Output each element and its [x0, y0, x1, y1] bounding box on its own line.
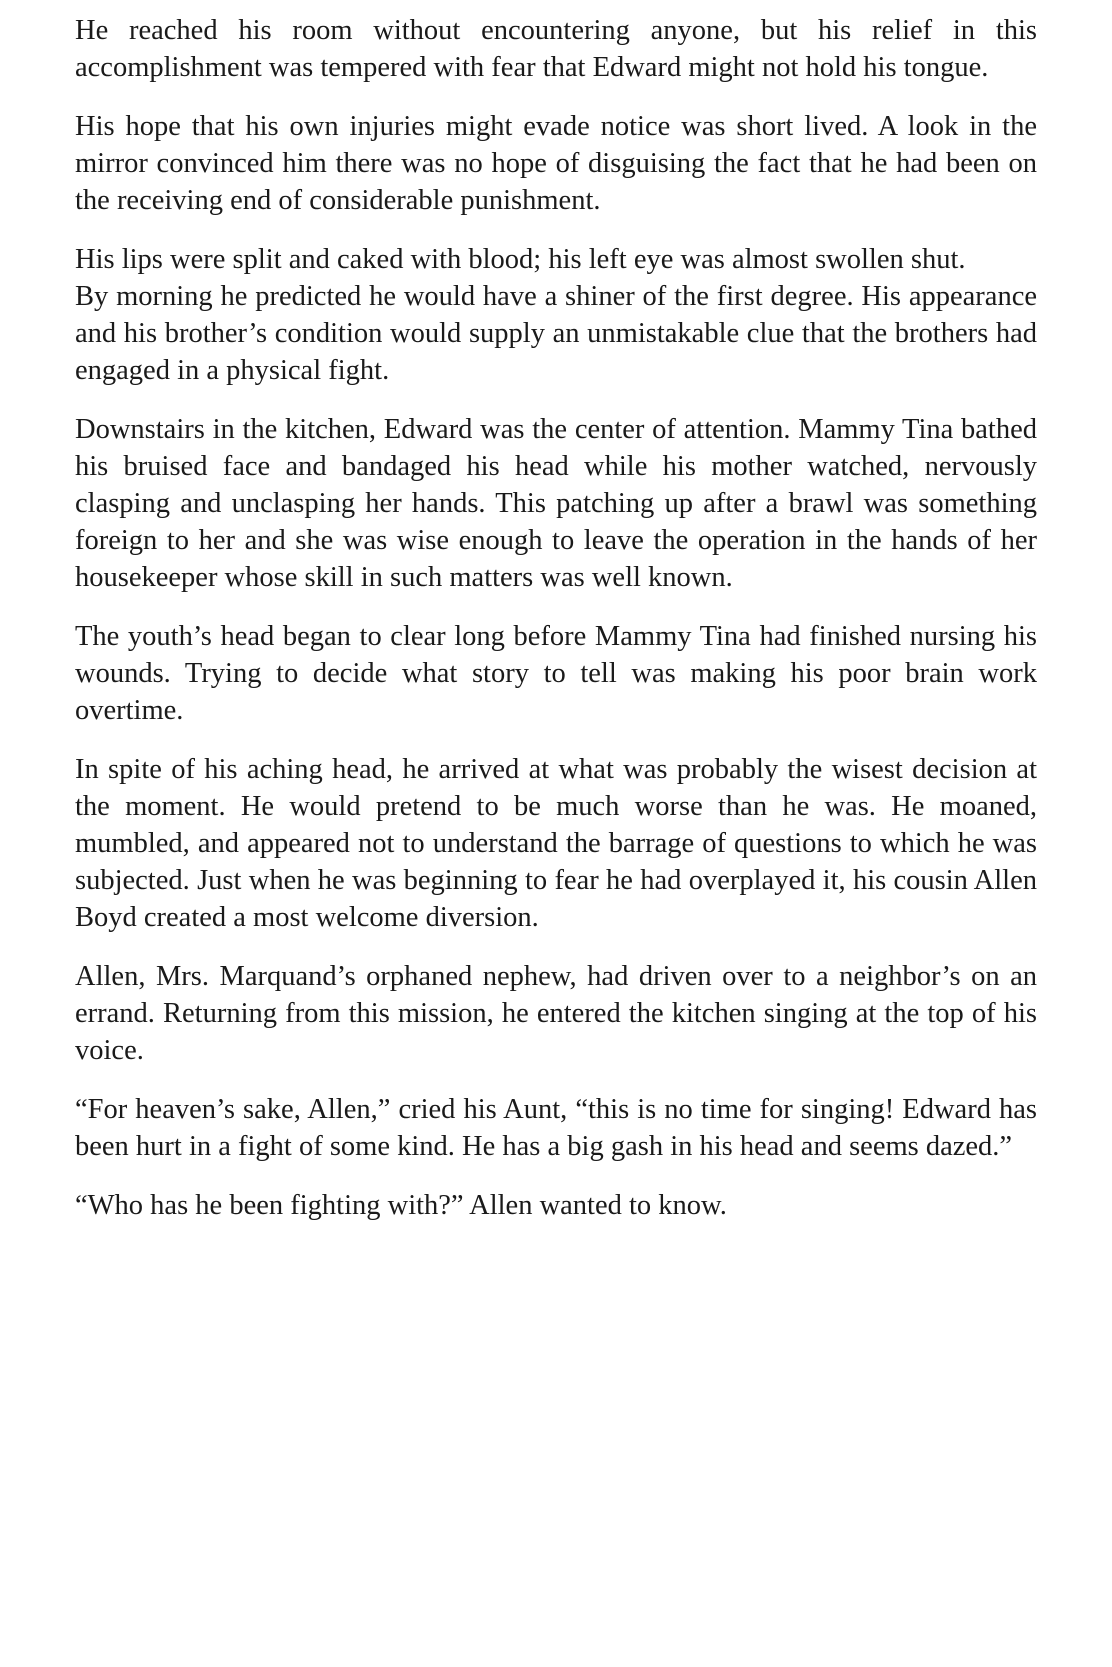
paragraph-8: “For heaven’s sake, Allen,” cried his Aunt, “this is no time for singing! Edward has been hurt in a fight of some kind. He has a big gash in his head and seems dazed.”: [75, 1094, 1037, 1162]
paragraph-6: In spite of his aching head, he arrived at what was probably the wisest decision at the moment. He would pretend to be much worse than he was. He moaned, mumbled, and appeared not to understand the barrage of questions to which he was subjected. Just when he was beginning to fear he had overplayed it, his cousin Allen Boyd created a most welcome diversion.: [75, 754, 1037, 933]
paragraph-2: His hope that his own injuries might evade notice was short lived. A look in the mirror convinced him there was no hope of disguising the fact that he had been on the receiving end of considerable punishment.: [75, 111, 1037, 216]
document-page: [75, 12, 1037, 1246]
paragraph-5: The youth’s head began to clear long before Mammy Tina had finished nursing his wounds. Trying to decide what story to tell was making his poor brain work overtime.: [75, 621, 1037, 726]
paragraph-1: He reached his room without encountering anyone, but his relief in this accomplishment was tempered with fear that Edward might not hold his tongue.: [75, 15, 1037, 83]
paragraph-3: His lips were split and caked with blood; his left eye was almost swollen shut. By morning he predicted he would have a shiner of the first degree. His appearance and his brother’s condition would supply an unmistakable clue that the brothers had engaged in a physical fight.: [75, 244, 1037, 386]
paragraph-4: Downstairs in the kitchen, Edward was the center of attention. Mammy Tina bathed his bruised face and bandaged his head while his mother watched, nervously clasping and unclasping her hands. This patching up after a brawl was something foreign to her and she was wise enough to leave the operation in the hands of her housekeeper whose skill in such matters was well known.: [75, 414, 1037, 593]
paragraph-9: “Who has he been fighting with?” Allen wanted to know.: [75, 1190, 727, 1221]
paragraph-7: Allen, Mrs. Marquand’s orphaned nephew, had driven over to a neighbor’s on an errand. Returning from this mission, he entered the kitchen singing at the top of his voice.: [75, 961, 1037, 1066]
